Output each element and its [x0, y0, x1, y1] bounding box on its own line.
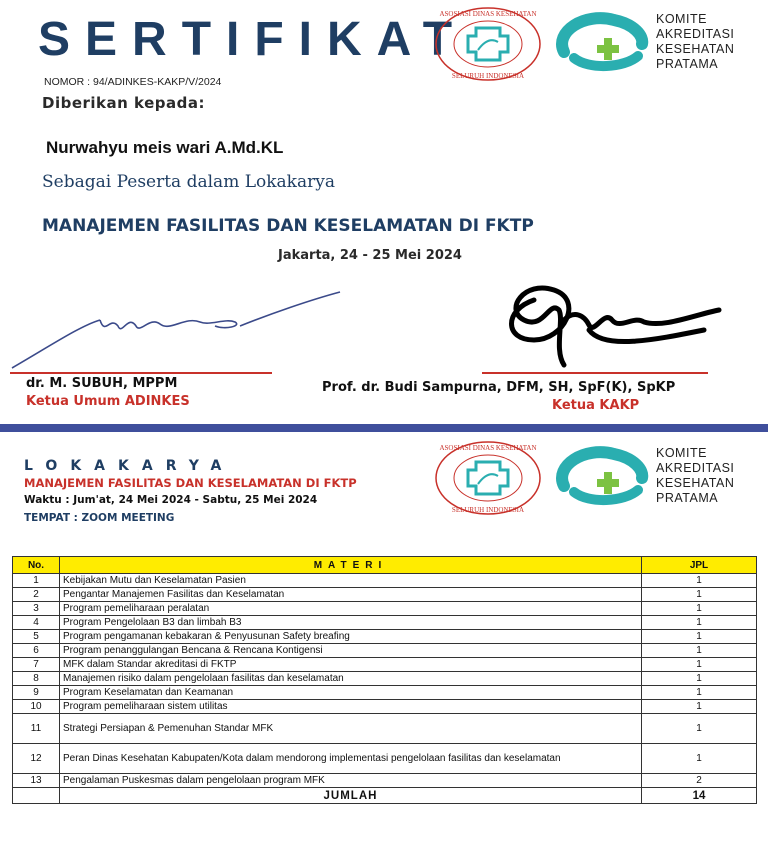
table-row: [13, 686, 757, 700]
header-jpl: JPL: [642, 557, 757, 574]
svg-text:ASOSIASI DINAS KESEHATAN: ASOSIASI DINAS KESEHATAN: [439, 10, 537, 18]
cell-materi: Peran Dinas Kesehatan Kabupaten/Kota dalam mendorong implementasi pengelolaan fasilitas dan keselamatan: [60, 744, 642, 774]
cell-jpl: 1: [642, 644, 757, 658]
lokakarya-heading: LOKAKARYA: [24, 458, 235, 474]
cell-no: 9: [13, 686, 60, 700]
kakp-logo: [554, 446, 650, 508]
kakp-name-bottom: [656, 446, 734, 506]
lokakarya-time: Waktu : Jum'at, 24 Mei 2024 - Sabtu, 25 Mei 2024: [24, 494, 318, 506]
adinkes-seal-logo: [432, 6, 544, 82]
cell-no: 2: [13, 588, 60, 602]
cell-jpl: 1: [642, 602, 757, 616]
cell-materi: Program Pengelolaan B3 dan limbah B3: [60, 616, 642, 630]
cell-jpl: 1: [642, 588, 757, 602]
recipient-name: Nurwahyu meis wari A.Md.KL: [46, 138, 284, 157]
materi-table: [12, 556, 757, 804]
cell-no: 12: [13, 744, 60, 774]
cell-jpl: 1: [642, 700, 757, 714]
signatory-role-left: Ketua Umum ADINKES: [26, 394, 190, 409]
certificate-number: NOMOR : 94/ADINKES-KAKP/V/2024: [44, 76, 222, 88]
cell-no: 5: [13, 630, 60, 644]
cell-materi: Pengalaman Puskesmas dalam pengelolaan program MFK: [60, 774, 642, 788]
signature-line-left: [10, 372, 272, 374]
section-divider: [0, 424, 768, 432]
cell-materi: Program pemeliharaan sistem utilitas: [60, 700, 642, 714]
cell-no: 1: [13, 574, 60, 588]
signatory-role-right: Ketua KAKP: [552, 398, 640, 413]
komite-line: KOMITE: [656, 12, 707, 26]
signatory-name-right: Prof. dr. Budi Sampurna, DFM, SH, SpF(K), SpKP: [322, 380, 676, 395]
place-date: Jakarta, 24 - 25 Mei 2024: [278, 248, 462, 263]
total-spacer: [13, 788, 60, 804]
table-row: [13, 644, 757, 658]
table-header-row: [13, 557, 757, 574]
komite-line: PRATAMA: [656, 57, 719, 71]
komite-line: KESEHATAN: [656, 476, 735, 490]
kakp-name-top: [656, 12, 734, 72]
cell-materi: Program penanggulangan Bencana & Rencana Kontigensi: [60, 644, 642, 658]
cell-no: 4: [13, 616, 60, 630]
table-row: [13, 574, 757, 588]
svg-text:SELURUH INDONESIA: SELURUH INDONESIA: [451, 506, 525, 514]
cell-materi: Pengantar Manajemen Fasilitas dan Keselamatan: [60, 588, 642, 602]
header-materi: MATERI: [60, 557, 642, 574]
svg-text:ASOSIASI DINAS KESEHATAN: ASOSIASI DINAS KESEHATAN: [439, 444, 537, 452]
signature-line-right: [482, 372, 708, 374]
komite-line: PRATAMA: [656, 491, 719, 505]
cell-materi: Program pemeliharaan peralatan: [60, 602, 642, 616]
cell-no: 7: [13, 658, 60, 672]
participant-role: Sebagai Peserta dalam Lokakarya: [42, 172, 335, 192]
cell-no: 13: [13, 774, 60, 788]
komite-line: AKREDITASI: [656, 461, 735, 475]
cell-jpl: 1: [642, 574, 757, 588]
table-row: [13, 744, 757, 774]
table-row: [13, 714, 757, 744]
cell-jpl: 2: [642, 774, 757, 788]
table-row: [13, 602, 757, 616]
cell-jpl: 1: [642, 744, 757, 774]
svg-text:SELURUH INDONESIA: SELURUH INDONESIA: [451, 72, 525, 80]
table-row: [13, 774, 757, 788]
cell-materi: Strategi Persiapan & Pemenuhan Standar MFK: [60, 714, 642, 744]
lokakarya-title: MANAJEMEN FASILITAS DAN KESELAMATAN DI FKTP: [24, 476, 357, 490]
cell-no: 8: [13, 672, 60, 686]
table-row: [13, 616, 757, 630]
certificate-title: SERTIFIKAT: [38, 13, 468, 66]
given-to-label: Diberikan kepada:: [42, 94, 206, 112]
cell-materi: Program Keselamatan dan Keamanan: [60, 686, 642, 700]
cell-no: 6: [13, 644, 60, 658]
table-row: [13, 658, 757, 672]
cell-jpl: 1: [642, 658, 757, 672]
cell-jpl: 1: [642, 686, 757, 700]
lokakarya-place: TEMPAT : ZOOM MEETING: [24, 512, 175, 524]
cell-jpl: 1: [642, 672, 757, 686]
event-title: MANAJEMEN FASILITAS DAN KESELAMATAN DI FKTP: [42, 216, 534, 236]
cell-no: 3: [13, 602, 60, 616]
total-value: 14: [642, 788, 757, 804]
cell-materi: Program pengamanan kebakaran & Penyusunan Safety breafing: [60, 630, 642, 644]
komite-line: AKREDITASI: [656, 27, 735, 41]
cell-materi: Kebijakan Mutu dan Keselamatan Pasien: [60, 574, 642, 588]
cell-no: 10: [13, 700, 60, 714]
table-row: [13, 672, 757, 686]
table-row: [13, 588, 757, 602]
table-total-row: [13, 788, 757, 804]
adinkes-seal-logo: [432, 440, 544, 516]
kakp-logo: [554, 12, 650, 74]
header-no: No.: [13, 557, 60, 574]
signature-right: [494, 270, 724, 380]
cell-materi: Manajemen risiko dalam pengelolaan fasilitas dan keselamatan: [60, 672, 642, 686]
signatory-name-left: dr. M. SUBUH, MPPM: [26, 376, 178, 391]
komite-line: KESEHATAN: [656, 42, 735, 56]
table-row: [13, 700, 757, 714]
cell-no: 11: [13, 714, 60, 744]
cell-jpl: 1: [642, 630, 757, 644]
table-row: [13, 630, 757, 644]
cell-jpl: 1: [642, 714, 757, 744]
signature-left: [10, 286, 344, 372]
cell-jpl: 1: [642, 616, 757, 630]
total-label: JUMLAH: [60, 788, 642, 804]
cell-materi: MFK dalam Standar akreditasi di FKTP: [60, 658, 642, 672]
komite-line: KOMITE: [656, 446, 707, 460]
